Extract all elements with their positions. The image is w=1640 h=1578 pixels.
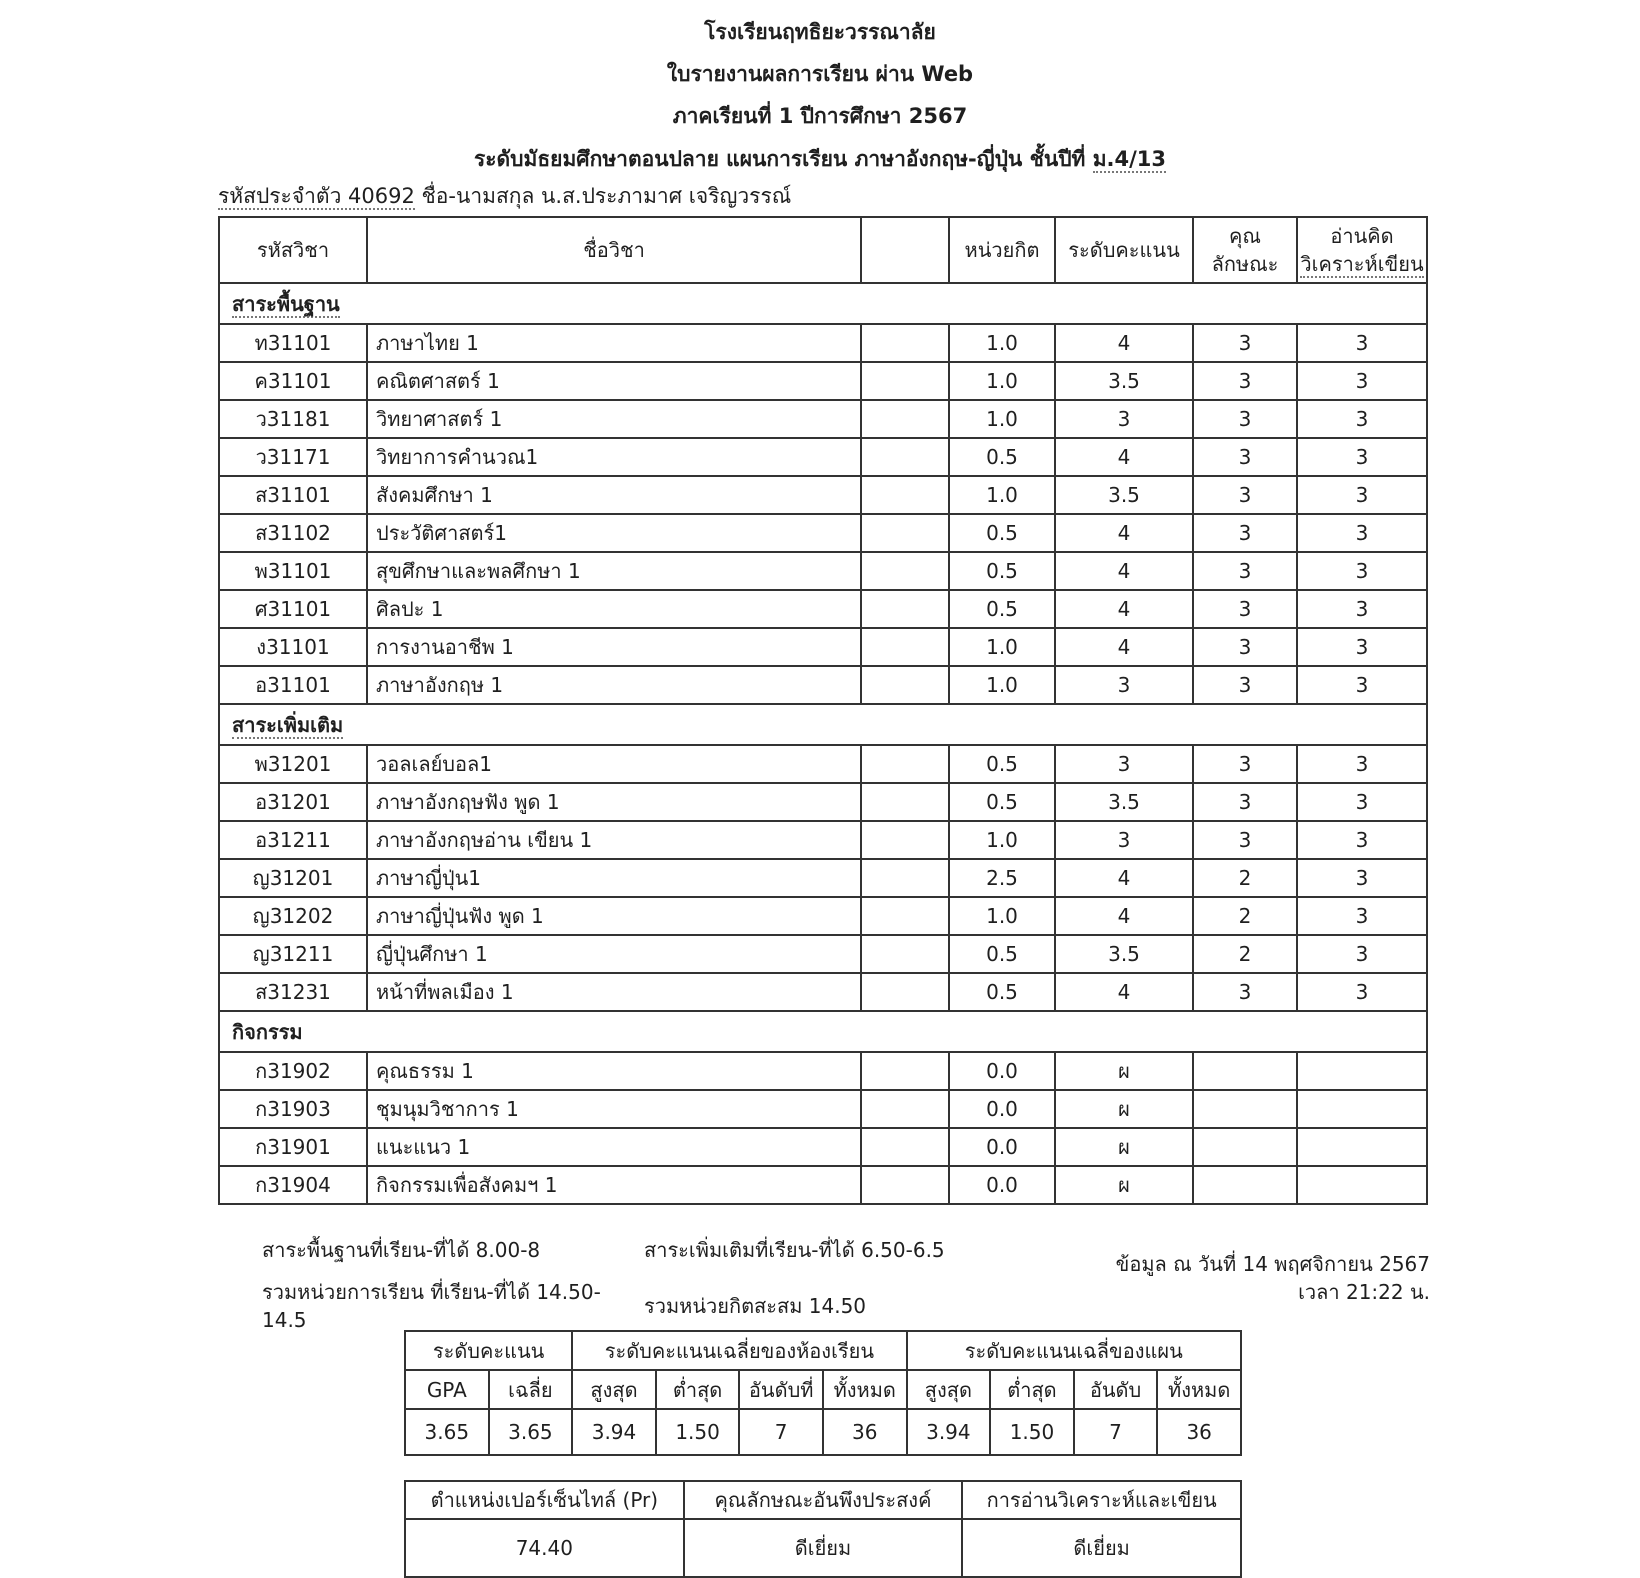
subject-characteristic: 3 [1193, 783, 1297, 821]
subject-grade: 3 [1055, 821, 1193, 859]
blank-cell [861, 897, 949, 935]
subject-row [219, 821, 1427, 859]
subject-row [219, 666, 1427, 704]
subject-row [219, 400, 1427, 438]
gpa-sub-header: สูงสุด [907, 1370, 991, 1409]
subject-grade: 3 [1055, 745, 1193, 783]
blank-cell [861, 1052, 949, 1090]
subject-reading: 3 [1297, 514, 1427, 552]
subject-grade: 4 [1055, 973, 1193, 1011]
program-label [0, 143, 1640, 176]
subject-credit: 1.0 [949, 897, 1055, 935]
subject-credit: 1.0 [949, 821, 1055, 859]
subject-reading: 3 [1297, 438, 1427, 476]
subject-name: วอลเลย์บอล1 [367, 745, 861, 783]
subject-row [219, 1090, 1427, 1128]
percentile-value: 74.40 [405, 1519, 684, 1577]
gpa-value: 3.65 [489, 1409, 573, 1455]
col-characteristic: คุณ ลักษณะ [1193, 217, 1297, 283]
blank-cell [861, 400, 949, 438]
subject-credit: 1.0 [949, 666, 1055, 704]
subject-credit: 1.0 [949, 476, 1055, 514]
blank-cell [861, 973, 949, 1011]
subject-name: แนะแนว 1 [367, 1128, 861, 1166]
subject-row [219, 897, 1427, 935]
subject-grade: 3 [1055, 666, 1193, 704]
percentile-value-row [405, 1519, 1241, 1577]
subject-name: หน้าที่พลเมือง 1 [367, 973, 861, 1011]
subject-code: ว31171 [219, 438, 367, 476]
subject-code: ก31904 [219, 1166, 367, 1204]
blank-cell [861, 552, 949, 590]
term-label: ภาคเรียนที่ 1 ปีการศึกษา 2567 [672, 104, 968, 128]
subject-row [219, 1166, 1427, 1204]
subject-code: ญ31211 [219, 935, 367, 973]
subject-reading: 3 [1297, 324, 1427, 362]
subject-row [219, 590, 1427, 628]
subject-reading: 3 [1297, 821, 1427, 859]
gpa-sub-header: สูงสุด [572, 1370, 656, 1409]
subject-reading [1297, 1166, 1427, 1204]
subject-characteristic [1193, 1052, 1297, 1090]
blank-cell [861, 1090, 949, 1128]
grades-header-row [219, 217, 1427, 283]
gpa-value: 3.94 [907, 1409, 991, 1455]
summary-accumulated: รวมหน่วยกิตสะสม 14.50 [644, 1294, 867, 1318]
subject-row [219, 783, 1427, 821]
gpa-value: 36 [1157, 1409, 1241, 1455]
gpa-group-row [405, 1331, 1241, 1370]
subject-credit: 2.5 [949, 859, 1055, 897]
subject-name: ภาษาไทย 1 [367, 324, 861, 362]
subject-name: การงานอาชีพ 1 [367, 628, 861, 666]
blank-cell [861, 783, 949, 821]
gpa-value-row [405, 1409, 1241, 1455]
subject-reading: 3 [1297, 666, 1427, 704]
blank-cell [861, 666, 949, 704]
subject-reading: 3 [1297, 476, 1427, 514]
subject-reading [1297, 1052, 1427, 1090]
subject-credit: 0.5 [949, 935, 1055, 973]
subject-credit: 1.0 [949, 400, 1055, 438]
subject-reading [1297, 1128, 1427, 1166]
subject-name: ประวัติศาสตร์1 [367, 514, 861, 552]
subject-credit: 0.0 [949, 1052, 1055, 1090]
subject-name: ภาษาอังกฤษ 1 [367, 666, 861, 704]
section-title[interactable]: สาระเพิ่มเติม [232, 712, 344, 737]
subject-row [219, 324, 1427, 362]
subject-name: สุขศึกษาและพลศึกษา 1 [367, 552, 861, 590]
blank-cell [861, 362, 949, 400]
subject-reading: 3 [1297, 552, 1427, 590]
subject-code: ก31902 [219, 1052, 367, 1090]
subject-row [219, 859, 1427, 897]
subject-row [219, 973, 1427, 1011]
subject-grade: 4 [1055, 514, 1193, 552]
grades-table [218, 216, 1428, 1205]
subject-grade: 3 [1055, 400, 1193, 438]
subject-reading: 3 [1297, 859, 1427, 897]
gpa-value: 1.50 [656, 1409, 740, 1455]
subject-credit: 0.5 [949, 514, 1055, 552]
gpa-sub-header: ต่ำสุด [656, 1370, 740, 1409]
subject-name: ภาษาอังกฤษฟัง พูด 1 [367, 783, 861, 821]
subject-grade: ผ [1055, 1166, 1193, 1204]
gpa-value: 36 [823, 1409, 907, 1455]
student-id[interactable]: รหัสประจำตัว 40692 [218, 184, 415, 208]
subject-characteristic: 3 [1193, 590, 1297, 628]
subject-credit: 0.0 [949, 1166, 1055, 1204]
subject-name: ศิลปะ 1 [367, 590, 861, 628]
subject-name: คุณธรรม 1 [367, 1052, 861, 1090]
subject-name: คณิตศาสตร์ 1 [367, 362, 861, 400]
subject-code: ว31181 [219, 400, 367, 438]
school-name: โรงเรียนฤทธิยะวรรณาลัย [704, 20, 936, 44]
subject-row [219, 745, 1427, 783]
gpa-sub-header: อันดับที่ [739, 1370, 823, 1409]
gpa-sub-header: อันดับ [1074, 1370, 1158, 1409]
subject-row [219, 476, 1427, 514]
subject-reading: 3 [1297, 783, 1427, 821]
subject-reading: 3 [1297, 935, 1427, 973]
subject-code: ญ31202 [219, 897, 367, 935]
subject-name: ชุมนุมวิชาการ 1 [367, 1090, 861, 1128]
gpa-sub-header: ทั้งหมด [823, 1370, 907, 1409]
data-timestamp: ข้อมูล ณ วันที่ 14 พฤศจิกายน 2567 เวลา 21:22 น. [1115, 1252, 1430, 1304]
summary-additional: สาระเพิ่มเติมที่เรียน-ที่ได้ 6.50-6.5 [644, 1238, 945, 1262]
subject-code: ส31231 [219, 973, 367, 1011]
subject-code: อ31211 [219, 821, 367, 859]
subject-reading: 3 [1297, 897, 1427, 935]
subject-characteristic: 3 [1193, 438, 1297, 476]
subject-credit: 0.5 [949, 552, 1055, 590]
subject-characteristic: 3 [1193, 476, 1297, 514]
blank-cell [861, 628, 949, 666]
subject-reading: 3 [1297, 745, 1427, 783]
blank-cell [861, 935, 949, 973]
percentile-header: การอ่านวิเคราะห์และเขียน [962, 1481, 1241, 1519]
subject-reading: 3 [1297, 973, 1427, 1011]
subject-code: ท31101 [219, 324, 367, 362]
subject-grade: ผ [1055, 1052, 1193, 1090]
percentile-value: ดีเยี่ยม [962, 1519, 1241, 1577]
student-info [218, 180, 791, 213]
subject-code: พ31201 [219, 745, 367, 783]
subject-grade: 4 [1055, 628, 1193, 666]
subject-name: กิจกรรมเพื่อสังคมฯ 1 [367, 1166, 861, 1204]
subject-row [219, 362, 1427, 400]
gpa-value: 1.50 [990, 1409, 1074, 1455]
subject-grade: ผ [1055, 1090, 1193, 1128]
subject-characteristic: 3 [1193, 973, 1297, 1011]
percentile-header: ตำแหน่งเปอร์เซ็นไทล์ (Pr) [405, 1481, 684, 1519]
subject-credit: 0.5 [949, 783, 1055, 821]
subject-credit: 1.0 [949, 628, 1055, 666]
subject-characteristic: 3 [1193, 514, 1297, 552]
subject-code: ค31101 [219, 362, 367, 400]
subject-code: อ31101 [219, 666, 367, 704]
gpa-group-grade: ระดับคะแนน [405, 1331, 572, 1370]
gpa-group-plan: ระดับคะแนนเฉลี่ของแผน [907, 1331, 1241, 1370]
subject-code: ง31101 [219, 628, 367, 666]
subject-credit: 0.0 [949, 1128, 1055, 1166]
subject-grade: 3.5 [1055, 783, 1193, 821]
section-header [219, 1011, 1427, 1052]
subject-characteristic: 3 [1193, 628, 1297, 666]
subject-characteristic: 3 [1193, 400, 1297, 438]
subject-grade: 4 [1055, 438, 1193, 476]
program-text: ระดับมัธยมศึกษาตอนปลาย แผนการเรียน ภาษาอังกฤษ-ญี่ปุ่น ชั้นปีที่ [473, 147, 1086, 171]
subject-code: ก31901 [219, 1128, 367, 1166]
subject-reading [1297, 1090, 1427, 1128]
subject-code: ญ31201 [219, 859, 367, 897]
gpa-value: 3.65 [405, 1409, 489, 1455]
subject-credit: 1.0 [949, 324, 1055, 362]
subject-grade: 3.5 [1055, 476, 1193, 514]
subject-code: ส31102 [219, 514, 367, 552]
subject-characteristic: 3 [1193, 745, 1297, 783]
subject-characteristic [1193, 1128, 1297, 1166]
gpa-value: 7 [1074, 1409, 1158, 1455]
blank-cell [861, 821, 949, 859]
subject-name: วิทยาการคำนวณ1 [367, 438, 861, 476]
subject-grade: 3.5 [1055, 362, 1193, 400]
gpa-sub-header-row [405, 1370, 1241, 1409]
subject-row [219, 628, 1427, 666]
class-link[interactable]: ม.4/13 [1092, 147, 1167, 171]
subject-grade: ผ [1055, 1128, 1193, 1166]
subject-credit: 0.0 [949, 1090, 1055, 1128]
subject-code: ก31903 [219, 1090, 367, 1128]
subject-characteristic: 3 [1193, 362, 1297, 400]
percentile-header-row [405, 1481, 1241, 1519]
blank-cell [861, 590, 949, 628]
subject-characteristic: 2 [1193, 897, 1297, 935]
subject-characteristic: 3 [1193, 324, 1297, 362]
subject-row [219, 438, 1427, 476]
blank-cell [861, 859, 949, 897]
col-blank [861, 217, 949, 283]
subject-credit: 0.5 [949, 438, 1055, 476]
subject-reading: 3 [1297, 628, 1427, 666]
subject-characteristic: 2 [1193, 935, 1297, 973]
subject-name: สังคมศึกษา 1 [367, 476, 861, 514]
subject-reading: 3 [1297, 400, 1427, 438]
subject-reading: 3 [1297, 362, 1427, 400]
subject-characteristic [1193, 1166, 1297, 1204]
blank-cell [861, 1128, 949, 1166]
section-header [219, 283, 1427, 324]
gpa-value: 3.94 [572, 1409, 656, 1455]
col-name: ชื่อวิชา [367, 217, 861, 283]
subject-row [219, 552, 1427, 590]
subject-credit: 1.0 [949, 362, 1055, 400]
subject-code: ส31101 [219, 476, 367, 514]
col-credit: หน่วยกิต [949, 217, 1055, 283]
report-title: ใบรายงานผลการเรียน ผ่าน Web [666, 62, 974, 86]
subject-code: ศ31101 [219, 590, 367, 628]
gpa-sub-header: GPA [405, 1370, 489, 1409]
col-code: รหัสวิชา [219, 217, 367, 283]
subject-grade: 3.5 [1055, 935, 1193, 973]
subject-name: ญี่ปุ่นศึกษา 1 [367, 935, 861, 973]
blank-cell [861, 1166, 949, 1204]
subject-row [219, 1128, 1427, 1166]
gpa-sub-header: เฉลี่ย [489, 1370, 573, 1409]
percentile-value: ดีเยี่ยม [684, 1519, 963, 1577]
col-grade: ระดับคะแนน [1055, 217, 1193, 283]
subject-name: วิทยาศาสตร์ 1 [367, 400, 861, 438]
subject-row [219, 935, 1427, 973]
subject-credit: 0.5 [949, 973, 1055, 1011]
section-header [219, 704, 1427, 745]
subject-grade: 4 [1055, 897, 1193, 935]
gpa-sub-header: ทั้งหมด [1157, 1370, 1241, 1409]
subject-grade: 4 [1055, 859, 1193, 897]
gpa-value: 7 [739, 1409, 823, 1455]
summary-total: รวมหน่วยการเรียน ที่เรียน-ที่ได้ 14.50- 14.5 [262, 1280, 601, 1332]
subject-credit: 0.5 [949, 745, 1055, 783]
subject-code: อ31201 [219, 783, 367, 821]
blank-cell [861, 476, 949, 514]
subject-row [219, 514, 1427, 552]
blank-cell [861, 438, 949, 476]
subject-name: ภาษาญี่ปุ่นฟัง พูด 1 [367, 897, 861, 935]
percentile-header: คุณลักษณะอันพึงประสงค์ [684, 1481, 963, 1519]
student-name: ชื่อ-นามสกุล น.ส.ประภามาศ เจริญวรรณ์ [421, 184, 792, 208]
gpa-sub-header: ต่ำสุด [990, 1370, 1074, 1409]
summary-basic: สาระพื้นฐานที่เรียน-ที่ได้ 8.00-8 [262, 1238, 541, 1262]
subject-characteristic: 3 [1193, 552, 1297, 590]
subject-grade: 4 [1055, 324, 1193, 362]
percentile-table [404, 1480, 1242, 1578]
subject-characteristic: 2 [1193, 859, 1297, 897]
subject-characteristic: 3 [1193, 821, 1297, 859]
subject-characteristic: 3 [1193, 666, 1297, 704]
gpa-table [404, 1330, 1242, 1456]
subject-grade: 4 [1055, 552, 1193, 590]
section-title: กิจกรรม [232, 1019, 303, 1044]
subject-characteristic [1193, 1090, 1297, 1128]
subject-code: พ31101 [219, 552, 367, 590]
subject-row [219, 1052, 1427, 1090]
subject-credit: 0.5 [949, 590, 1055, 628]
blank-cell [861, 745, 949, 783]
subject-name: ภาษาอังกฤษอ่าน เขียน 1 [367, 821, 861, 859]
col-reading: อ่านคิด วิเคราะห์เขียน [1297, 217, 1427, 283]
subject-reading: 3 [1297, 590, 1427, 628]
subject-name: ภาษาญี่ปุ่น1 [367, 859, 861, 897]
section-title[interactable]: สาระพื้นฐาน [232, 291, 340, 316]
blank-cell [861, 514, 949, 552]
subject-grade: 4 [1055, 590, 1193, 628]
blank-cell [861, 324, 949, 362]
gpa-group-room: ระดับคะแนนเฉลี่ยของห้องเรียน [572, 1331, 906, 1370]
